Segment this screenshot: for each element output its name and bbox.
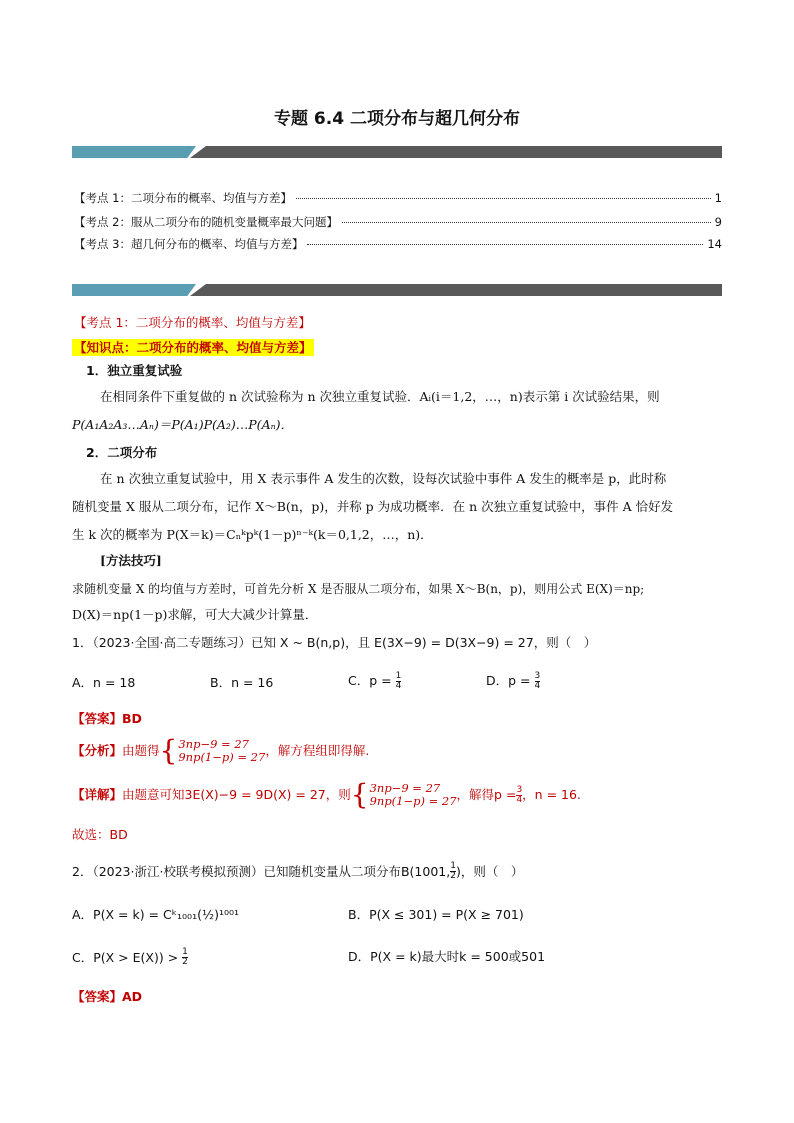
toc-entry-3[interactable] <box>74 236 722 252</box>
q1-answer: 【答案】BD <box>72 711 142 726</box>
toc-page: 9 <box>714 215 722 229</box>
toc-entry-2[interactable] <box>74 214 722 230</box>
q2-option-b[interactable]: B．P(X ≤ 301) = P(X ≥ 701) <box>348 907 524 922</box>
q1-detail: 【详解】 由题意可知3E(X)−9 = 9D(X) = 27，则 { 3np−9 = 27 9np(1−p) = 27 ，解得p = $\frac{3}{4}$ ，n = 16. <box>72 778 581 811</box>
q1-option-a[interactable]: A．n = 18 <box>72 675 136 690</box>
q2-option-c[interactable]: C．P(X > E(X)) > $\frac{1}{2}$ <box>72 947 188 967</box>
q2-stem: 2．（2023·浙江·校联考模拟预测）已知随机变量从二项分布B(1001, $\frac{1}{2}$ )，则（ ） <box>72 861 524 881</box>
toc-label: 【考点 3：超几何分布的概率、均值与方差】 <box>74 237 304 251</box>
q2-answer: 【答案】AD <box>72 989 143 1004</box>
toc-label: 【考点 2：服从二项分布的随机变量概率最大问题】 <box>74 215 338 229</box>
toc-page: 1 <box>714 191 722 205</box>
sub2-title: 2．二项分布 <box>86 445 158 460</box>
sub1-line1: 在相同条件下重复做的 n 次试验称为 n 次独立重复试验．Aᵢ(i＝1,2，…，n)表示第 i 次试验结果，则 <box>100 389 660 404</box>
section-heading: 【考点 1：二项分布的概率、均值与方差】 <box>74 315 311 330</box>
q2-option-a[interactable]: A．P(X = k) = Cᵏ₁₀₀₁(½)¹⁰⁰¹ <box>72 907 239 922</box>
sub2-line2: 随机变量 X 服从二项分布，记作 X～B(n，p)，并称 p 为成功概率．在 n 次独立重复试验中，事件 A 恰好发 <box>72 499 674 514</box>
method-line1: 求随机变量 X 的均值与方差时，可首先分析 X 是否服从二项分布，如果 X～B(n，p)，则用公式 E(X)＝np; <box>72 582 645 596</box>
sub2-line3: 生 k 次的概率为 P(X＝k)＝Cₙᵏpᵏ(1－p)ⁿ⁻ᵏ(k＝0,1,2，…，n)． <box>72 527 433 542</box>
q1-option-d[interactable]: D．p = $\frac{3}{4}$ <box>486 671 541 691</box>
q1-option-c[interactable]: C．p = $\frac{1}{4}$ <box>348 671 402 691</box>
method-title: [方法技巧] <box>100 553 162 568</box>
toc-page: 14 <box>707 237 722 251</box>
q2-option-d[interactable]: D．P(X = k)最大时k = 500或501 <box>348 949 546 964</box>
page-title: 专题 6.4 二项分布与超几何分布 <box>274 109 520 129</box>
sub1-line2: P(A₁A₂A₃…Aₙ)＝P(A₁)P(A₂)…P(Aₙ)． <box>72 417 294 432</box>
sub2-line1: 在 n 次独立重复试验中，用 X 表示事件 A 发生的次数，设每次试验中事件 A 发生的概率是 p，此时称 <box>100 471 667 486</box>
toc-entry-1[interactable] <box>74 190 722 206</box>
knowledge-highlight: 【知识点：二项分布的概率、均值与方差】 <box>74 340 312 355</box>
q1-option-b[interactable]: B．n = 16 <box>210 675 274 690</box>
q1-analysis: 【分析】 由题得 { 3np−9 = 27 9np(1−p) = 27 ，解方程组即得解. <box>72 734 370 767</box>
toc-label: 【考点 1：二项分布的概率、均值与方差】 <box>74 191 292 205</box>
method-line2: D(X)＝np(1－p)求解，可大大减少计算量． <box>72 607 318 622</box>
q1-stem: 1．（2023·全国·高二专题练习）已知 X ~ B(n,p)，且 E(3X−9) = D(3X−9) = 27，则（ ） <box>72 635 597 650</box>
sub1-title: 1．独立重复试验 <box>86 363 183 378</box>
section-divider-bar <box>72 284 722 296</box>
header-divider-bar <box>72 146 722 158</box>
q1-conclusion: 故选：BD <box>72 827 128 842</box>
